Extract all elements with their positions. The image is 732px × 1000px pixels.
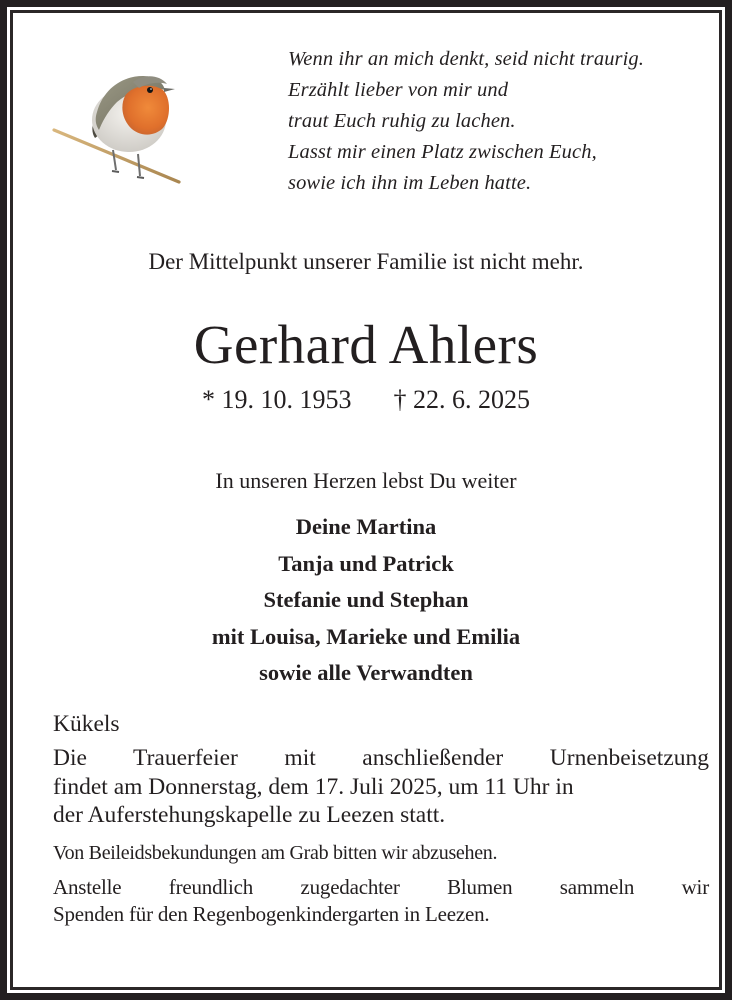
death-date: † 22. 6. 2025 — [393, 385, 530, 414]
lead-sentence: Der Mittelpunkt unserer Familie ist nicht mehr. — [148, 249, 584, 274]
poem-line: Wenn ihr an mich denkt, seid nicht traurig. — [288, 48, 644, 70]
condolence-note: Von Beileidsbekundungen am Grab bitten wir abzusehen. — [53, 841, 498, 864]
poem-line: Erzählt lieber von mir und — [288, 79, 509, 101]
donation-line: Spenden für den Regenbogenkindergarten in Leezen. — [53, 901, 490, 926]
mourners-list — [13, 509, 719, 692]
place: Kükels — [53, 711, 120, 737]
life-dates — [13, 384, 719, 416]
notice-details — [53, 710, 709, 928]
birth-date: * 19. 10. 1953 — [202, 385, 352, 414]
mourner: Stefanie und Stephan — [263, 587, 469, 612]
frame-gap — [7, 7, 725, 993]
donation-line: Anstelle freundlich zugedachter Blumen sammeln wir — [53, 874, 709, 899]
poem-line: sowie ich ihn im Leben hatte. — [288, 172, 532, 194]
donation-note — [53, 874, 709, 928]
ceremony-line: der Auferstehungskapelle zu Leezen statt. — [53, 802, 446, 828]
poem — [288, 44, 644, 199]
mourner: sowie alle Verwandten — [259, 660, 473, 685]
motto: In unseren Herzen lebst Du weiter — [215, 468, 517, 493]
poem-line: traut Euch ruhig zu lachen. — [288, 110, 516, 132]
mourner: Tanja und Patrick — [278, 550, 454, 576]
robin-bird-on-branch-icon — [51, 68, 186, 188]
mourner: mit Louisa, Marieke und Emilia — [211, 623, 521, 649]
ceremony-line: findet am Donnerstag, dem 17. Juli 2025, um 11 Uhr in — [53, 773, 574, 800]
ceremony-info — [53, 744, 709, 830]
ceremony-line: Die Trauerfeier mit anschließender Urnenbeisetzung — [53, 745, 709, 771]
deceased-name: Gerhard Ahlers — [193, 314, 539, 375]
mourner: Deine Martina — [295, 514, 437, 539]
inner-frame — [10, 10, 722, 990]
poem-line: Lasst mir einen Platz zwischen Euch, — [288, 141, 597, 163]
